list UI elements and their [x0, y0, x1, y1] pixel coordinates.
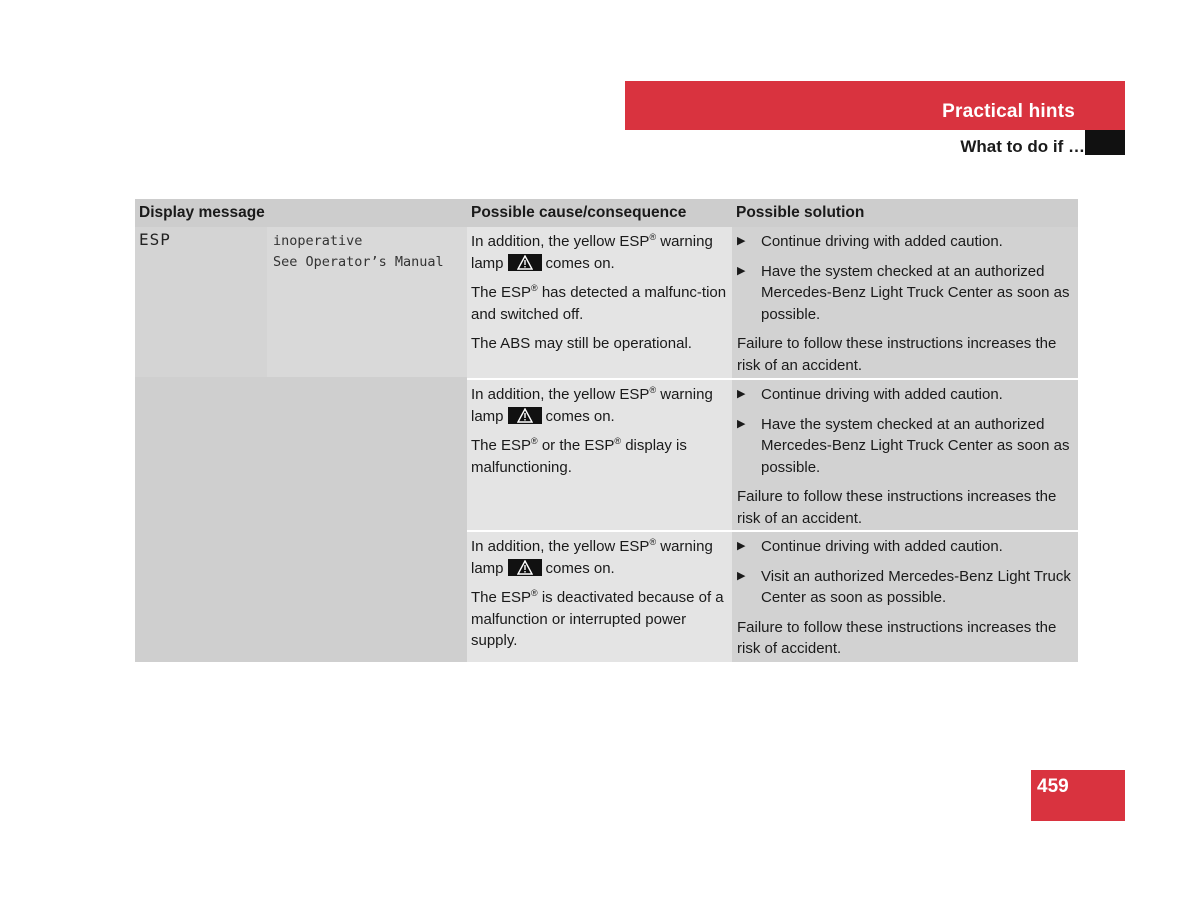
triangle-right-icon: ▶ [737, 569, 746, 582]
page-number: 459 [1037, 776, 1069, 797]
warning-triangle-icon [508, 254, 542, 271]
subtitle-marker-block [1085, 130, 1125, 155]
display-line-1: inoperative [273, 233, 363, 249]
table-row [467, 378, 1078, 530]
cause-solution-rows [467, 227, 1078, 662]
section-header-bar [625, 81, 1125, 130]
section-title: Practical hints [942, 101, 1075, 122]
section-subtitle: What to do if … [960, 137, 1085, 156]
header-possible-cause: Possible cause/consequence [471, 204, 687, 221]
triangle-right-icon: ▶ [737, 235, 746, 247]
table-body [135, 227, 1078, 662]
table-row [467, 227, 1078, 378]
warning-triangle-icon [508, 559, 542, 576]
table-row [467, 530, 1078, 662]
solution-cell: ▶ Continue driving with added caution. ▶ Have the system checked at an authorized Mercedes-Benz Light Truck Center as soon as possible. Failure to follow these instructions increases the risk of an accident. [732, 380, 1078, 530]
display-text [267, 227, 467, 377]
triangle-right-icon: ▶ [737, 540, 746, 552]
triangle-right-icon: ▶ [737, 417, 746, 430]
display-code: ESP [135, 227, 267, 377]
cause-cell: In addition, the yellow ESP® warning lamp comes on. The ESP® is deactivated because of a malfunction or interrupted power supply. [467, 532, 732, 662]
display-message-cell [135, 227, 467, 662]
table-header-row [135, 199, 1078, 227]
warning-triangle-icon [508, 407, 542, 424]
message-table [135, 199, 1078, 662]
header-display-message: Display message [139, 204, 265, 221]
cause-cell: In addition, the yellow ESP® warning lamp comes on. The ESP® has detected a malfunc-tion and switched off. The ABS may still be operational. [467, 227, 732, 378]
display-line-2: See Operator’s Manual [273, 254, 444, 270]
page-number-box [1031, 770, 1125, 821]
triangle-right-icon: ▶ [737, 388, 746, 400]
solution-cell: ▶ Continue driving with added caution. ▶ Have the system checked at an authorized Mercedes-Benz Light Truck Center as soon as possible. Failure to follow these instructions increases the risk of an accident. [732, 227, 1078, 378]
solution-cell: ▶ Continue driving with added caution. ▶ Visit an authorized Mercedes-Benz Light Truck Center as soon as possible. Failure to follow these instructions increases the risk of accident. [732, 532, 1078, 662]
header-possible-solution: Possible solution [736, 204, 865, 221]
cause-cell: In addition, the yellow ESP® warning lamp comes on. The ESP® or the ESP® display is malfunctioning. [467, 380, 732, 530]
triangle-right-icon: ▶ [737, 264, 746, 277]
